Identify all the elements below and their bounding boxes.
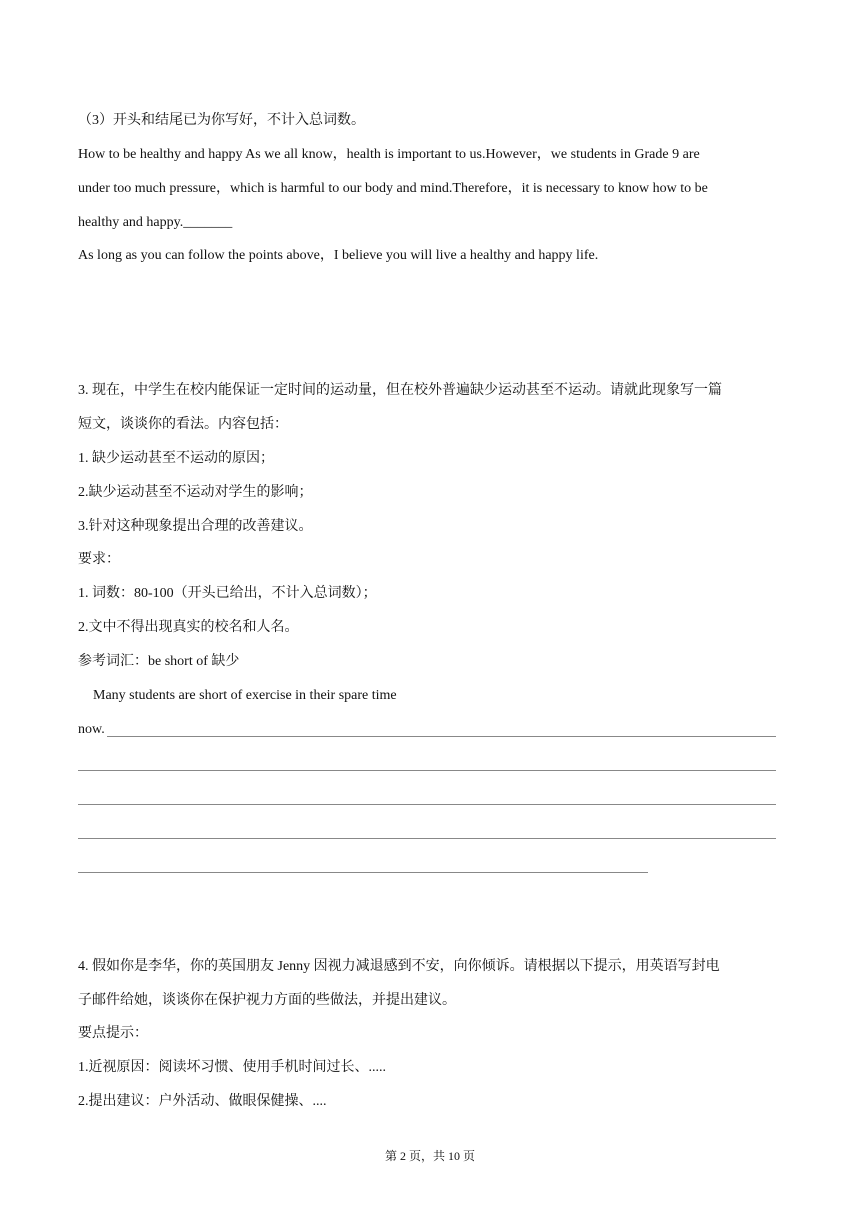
question-4-prompt: 4. 假如你是李华，你的英国朋友 Jenny 因视力减退感到不安，向你倾诉。请根据以下提示，用英语写封电 (78, 959, 720, 974)
hint-item: 2.提出建议：户外活动、做眼保健操、.... (78, 1094, 327, 1109)
essay-paragraph-line: under too much pressure，which is harmful to our body and mind.Therefore，it is necessary to know how to be (78, 181, 708, 196)
content-item: 3.针对这种现象提出合理的改善建议。 (78, 519, 313, 534)
answer-line[interactable] (78, 804, 776, 805)
essay-opening: Many students are short of exercise in their spare time (93, 688, 397, 703)
page-number: 第 2 页，共 10 页 (384, 1149, 475, 1163)
content-item: 2.缺少运动甚至不运动对学生的影响； (78, 485, 313, 500)
requirement-3: （3）开头和结尾已为你写好，不计入总词数。 (78, 113, 365, 128)
essay-paragraph-line: healthy and happy._______ (78, 215, 233, 230)
hints-heading: 要点提示： (78, 1026, 148, 1041)
hint-item: 1.近视原因：阅读坏习惯、使用手机时间过长、..... (78, 1060, 386, 1075)
answer-line[interactable] (78, 770, 776, 771)
essay-opening-cont: now. (78, 722, 105, 737)
requirements-heading: 要求： (78, 552, 120, 567)
requirement-item: 2.文中不得出现真实的校名和人名。 (78, 620, 299, 635)
essay-paragraph-line: How to be healthy and happy As we all know，health is important to us.However，we students in Grade 9 are (78, 147, 700, 162)
requirement-item: 1. 词数：80-100（开头已给出，不计入总词数）； (78, 586, 377, 601)
question-3-prompt: 3. 现在，中学生在校内能保证一定时间的运动量，但在校外普遍缺少运动甚至不运动。请就此现象写一篇 (78, 383, 722, 398)
reference-vocabulary: 参考词汇：be short of 缺少 (78, 654, 240, 669)
answer-line[interactable] (78, 838, 776, 839)
essay-ending: As long as you can follow the points above，I believe you will live a healthy and happy life. (78, 248, 599, 263)
question-4-prompt-cont: 子邮件给她，谈谈你在保护视力方面的些做法，并提出建议。 (78, 993, 456, 1008)
content-item: 1. 缺少运动甚至不运动的原因； (78, 451, 274, 466)
question-3-prompt-cont: 短文，谈谈你的看法。内容包括： (78, 417, 288, 432)
answer-line[interactable] (107, 736, 776, 737)
answer-line[interactable] (78, 872, 648, 873)
